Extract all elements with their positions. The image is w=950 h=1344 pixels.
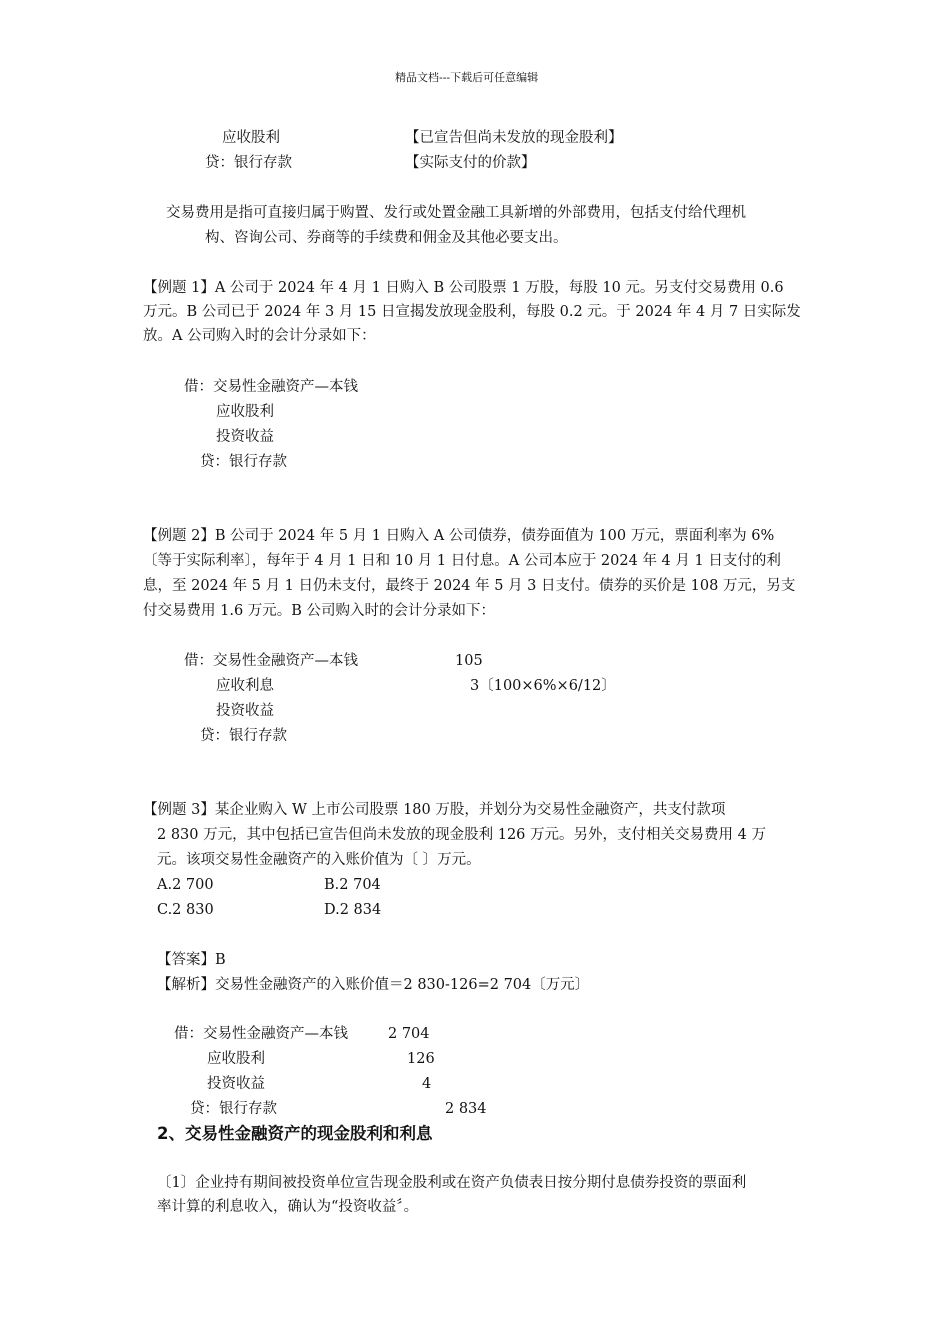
example-text-line: 〔等于实际利率〕，每年于 4 月 1 日和 10 月 1 日付息。A 公司本应于 2024 年 4 月 1 日支付的利 (143, 553, 781, 569)
example-text-line: 付交易费用 1.6 万元。B 公司购入时的会计分录如下： (143, 603, 496, 619)
entry-line-label: 应收股利 (222, 130, 280, 146)
example-text-line: 【例题 3】某企业购入 W 上市公司股票 180 万股，并划分为交易性金融资产，共支付款项 (143, 802, 726, 818)
answer-line: 【答案】B (157, 952, 226, 968)
entry-line-label: 投资收益 (216, 429, 274, 445)
entry-line-label: 借：交易性金融资产—本钱 (174, 1026, 348, 1042)
paragraph-line: 构、咨询公司、券商等的手续费和佣金及其他必要支出。 (205, 230, 568, 246)
paragraph-line: 交易费用是指可直接归属于购置、发行或处置金融工具新增的外部费用，包括支付给代理机 (166, 205, 746, 221)
example-text-line: 元。该项交易性金融资产的入账价值为〔 〕万元。 (157, 852, 481, 868)
answer-option: D.2 834 (324, 902, 382, 918)
entry-line-label: 应收利息 (216, 678, 274, 694)
entry-line-amount: 4 (422, 1076, 432, 1092)
entry-line-note: 【实际支付的价款】 (405, 155, 536, 171)
page-header: 精品文档---下载后可任意编辑 (395, 71, 539, 84)
answer-option: B.2 704 (324, 877, 381, 893)
entry-line-label: 贷：银行存款 (190, 1101, 277, 1117)
entry-line-label: 投资收益 (216, 703, 274, 719)
entry-line-label: 贷：银行存款 (200, 454, 287, 470)
example-text-line: 【例题 2】B 公司于 2024 年 5 月 1 日购入 A 公司债券，债券面值为 100 万元，票面利率为 6% (143, 528, 775, 544)
analysis-line: 【解析】交易性金融资产的入账价值＝2 830-126=2 704〔万元〕 (157, 977, 590, 993)
example-text-line: 2 830 万元，其中包括已宣告但尚未发放的现金股利 126 万元。另外，支付相关交易费用 4 万 (157, 827, 766, 843)
entry-line-label: 贷：银行存款 (200, 728, 287, 744)
entry-line-label: 借：交易性金融资产—本钱 (184, 653, 358, 669)
example-text-line: 万元。B 公司已于 2024 年 3 月 15 日宣揭发放现金股利，每股 0.2 元。于 2024 年 4 月 7 日实际发 (143, 304, 801, 320)
entry-line-amount: 2 834 (445, 1101, 487, 1117)
entry-line-label: 借：交易性金融资产—本钱 (184, 379, 358, 395)
entry-line-label: 应收股利 (207, 1051, 265, 1067)
section-heading: 2、交易性金融资产的现金股利和利息 (157, 1124, 433, 1143)
entry-line-note: 【已宣告但尚未发放的现金股利】 (405, 130, 623, 146)
answer-option: C.2 830 (157, 902, 214, 918)
entry-line-amount: 3〔100×6%×6/12〕 (470, 678, 616, 694)
entry-line-label: 应收股利 (216, 404, 274, 420)
entry-line-label: 贷：银行存款 (205, 155, 292, 171)
paragraph-line: 〔1〕企业持有期间被投资单位宣告现金股利或在资产负债表日按分期付息债券投资的票面利 (157, 1175, 747, 1191)
example-text-line: 【例题 1】A 公司于 2024 年 4 月 1 日购入 B 公司股票 1 万股，每股 10 元。另支付交易费用 0.6 (143, 280, 784, 296)
example-text-line: 息，至 2024 年 5 月 1 日仍未支付，最终于 2024 年 5 月 3 日支付。债券的买价是 108 万元，另支 (143, 578, 796, 594)
answer-option: A.2 700 (157, 877, 214, 893)
entry-line-amount: 105 (455, 653, 483, 669)
entry-line-label: 投资收益 (207, 1076, 265, 1092)
entry-line-amount: 126 (407, 1051, 435, 1067)
paragraph-line: 率计算的利息收入，确认为“投资收益〞。 (157, 1199, 419, 1215)
entry-line-amount: 2 704 (388, 1026, 430, 1042)
example-text-line: 放。A 公司购入时的会计分录如下： (143, 328, 376, 344)
